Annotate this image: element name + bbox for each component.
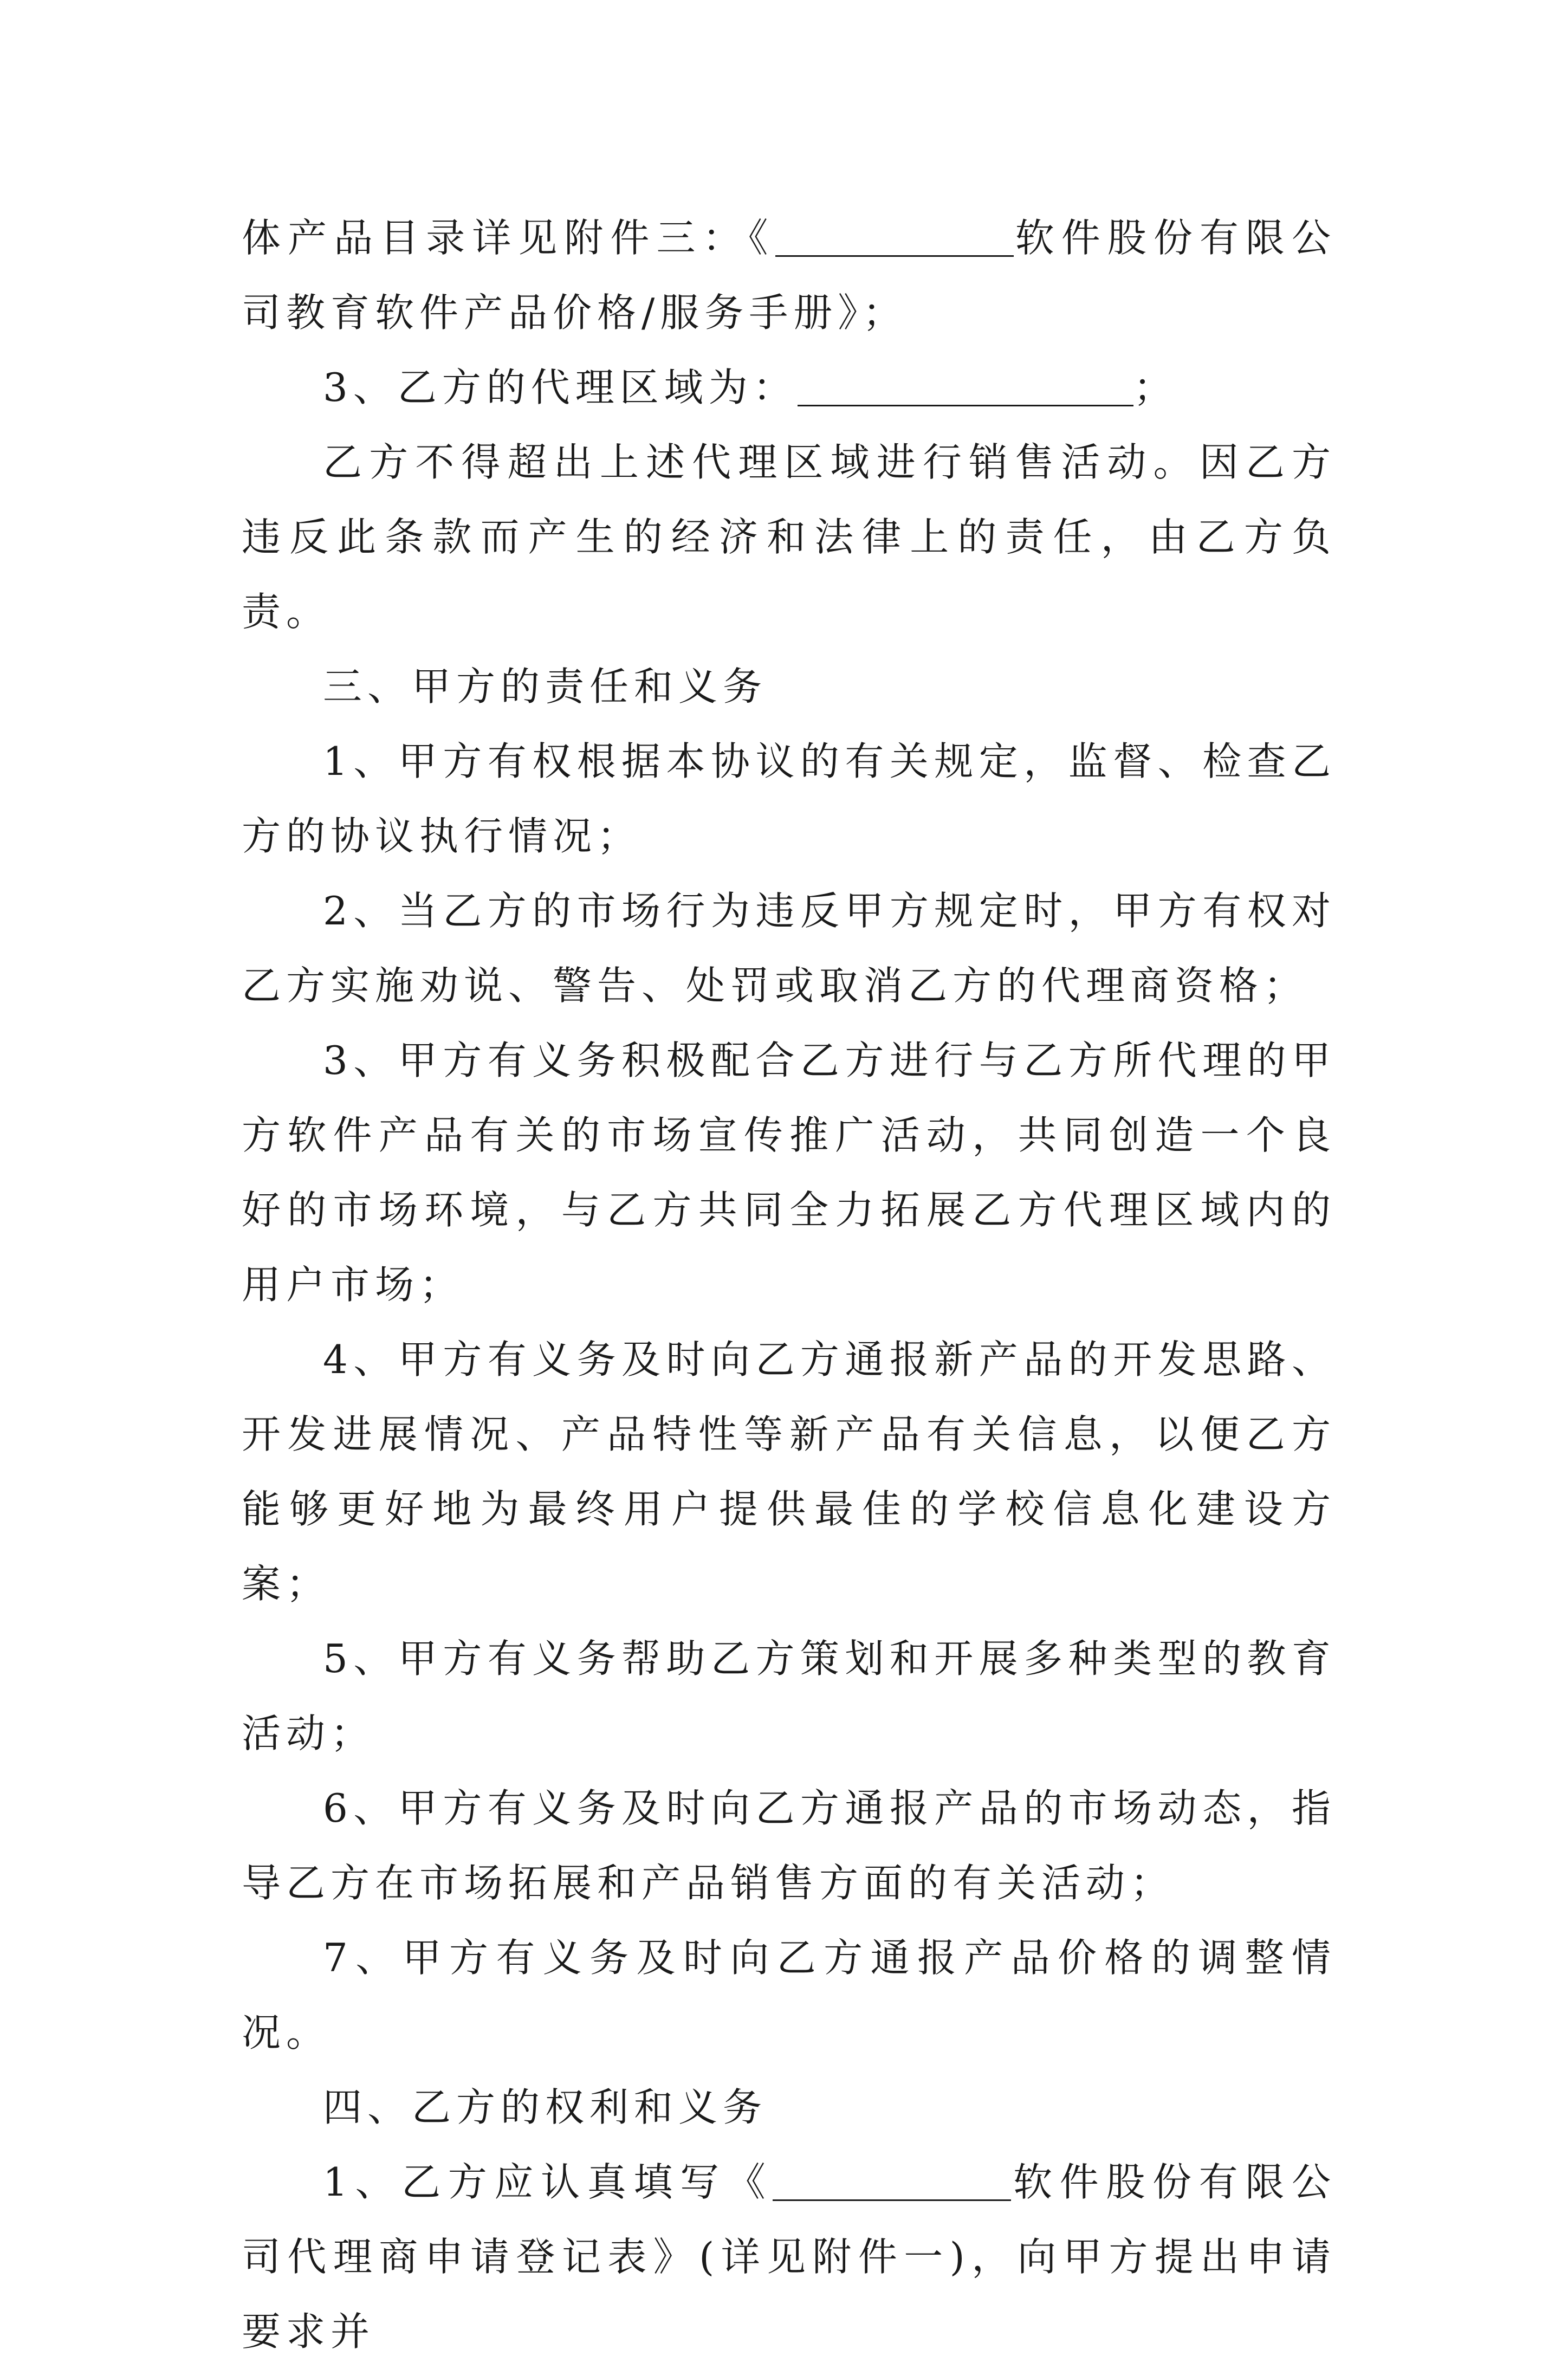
paragraph xyxy=(242,1322,1336,1621)
paragraph xyxy=(242,1023,1336,1322)
paragraph xyxy=(242,1771,1336,1920)
blank-field xyxy=(798,366,1133,406)
paragraph-text: 三、甲方的责任和义务 xyxy=(323,664,768,709)
paragraph xyxy=(242,2145,1336,2369)
blank-field xyxy=(773,2160,1011,2201)
paragraph xyxy=(242,873,1336,1023)
paragraph-text: 6、甲方有义务及时向乙方通报产品的市场动态，指导乙方在市场拓展和产品销售方面的有关活动； xyxy=(242,1785,1336,1906)
paragraph-text: 7、甲方有义务及时向乙方通报产品价格的调整情况。 xyxy=(242,1935,1336,2055)
paragraph xyxy=(242,350,1336,425)
paragraph-text: 1、甲方有权根据本协议的有关规定，监督、检查乙方的协议执行情况； xyxy=(242,739,1336,859)
section-heading xyxy=(242,2070,1336,2145)
paragraph xyxy=(242,1621,1336,1771)
paragraph-text: 5、甲方有义务帮助乙方策划和开展多种类型的教育活动； xyxy=(242,1636,1336,1756)
paragraph xyxy=(242,1920,1336,2070)
blank-field xyxy=(775,216,1014,257)
paragraph xyxy=(242,200,1336,350)
paragraph-text: 软件股份有限公司代理商申请登记表》(详见附件一)，向甲方提出申请要求并 xyxy=(242,2159,1336,2354)
paragraph-text: 1、乙方应认真填写《 xyxy=(323,2159,773,2205)
paragraph-text: 3、甲方有义务积极配合乙方进行与乙方所代理的甲方软件产品有关的市场宣传推广活动，共同创造一个良好的市场环境，与乙方共同全力拓展乙方代理区域内的用户市场； xyxy=(242,1038,1336,1308)
paragraph-text: 四、乙方的权利和义务 xyxy=(323,2085,768,2130)
paragraph-text: 体产品目录详见附件三：《 xyxy=(242,215,775,261)
paragraph-text: ； xyxy=(1133,365,1178,410)
paragraph-text: 3、乙方的代理区域为： xyxy=(323,365,798,410)
paragraph xyxy=(242,425,1336,649)
paragraph-text: 4、甲方有义务及时向乙方通报新产品的开发思路、开发进展情况、产品特性等新产品有关信息，以便乙方能够更好地为最终用户提供最佳的学校信息化建设方案； xyxy=(242,1337,1336,1607)
document-body xyxy=(242,200,1336,2369)
section-heading xyxy=(242,649,1336,724)
paragraph xyxy=(242,724,1336,873)
paragraph-text: 软件股份有限公司教育软件产品价格/服务手册》； xyxy=(242,215,1336,335)
paragraph-text: 2、当乙方的市场行为违反甲方规定时，甲方有权对乙方实施劝说、警告、处罚或取消乙方的代理商资格； xyxy=(242,888,1336,1008)
paragraph-text: 乙方不得超出上述代理区域进行销售活动。因乙方违反此条款而产生的经济和法律上的责任，由乙方负责。 xyxy=(242,439,1336,635)
